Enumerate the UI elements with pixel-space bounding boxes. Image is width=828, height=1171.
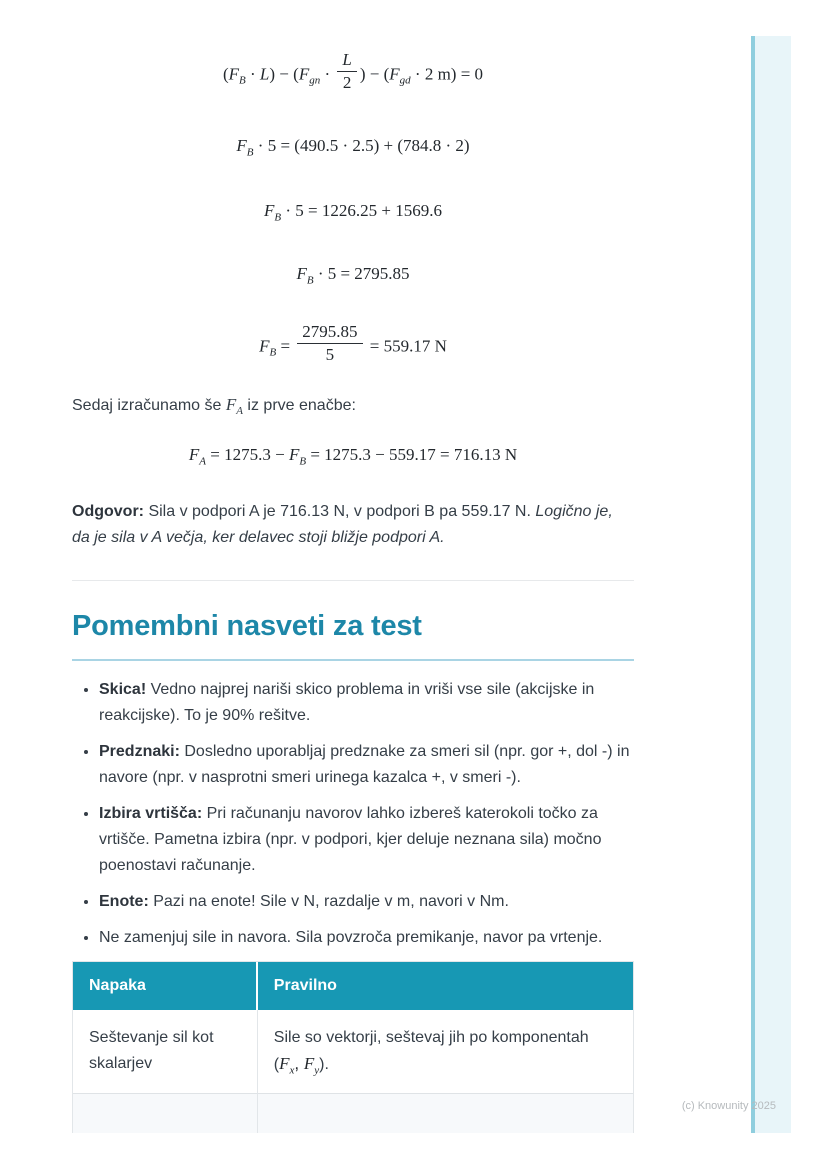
eq-var: F [188,445,200,465]
fraction-denominator: 5 [325,344,335,364]
table-header-napaka: Napaka [73,962,258,1010]
section-title: Pomembni nasveti za test [72,609,634,661]
eq-var: F [298,64,310,84]
eq-text: ) − ( [269,64,299,84]
table-row [73,1010,633,1093]
eq-sub: B [269,346,277,359]
section-divider [72,580,634,581]
tip-lead: Predznaki: [99,743,180,761]
equation-sum [72,264,634,287]
fraction-denominator: 2 [342,72,352,92]
eq-text: · 5 = 2795.85 [313,264,410,284]
eq-text: · [320,64,335,84]
paragraph-text: Sedaj izračunamo še [72,397,226,415]
eq-text: · 5 = 1226.25 + 1569.6 [281,201,442,221]
paragraph-text: iz prve enačbe: [242,397,356,415]
odgovor-label: Odgovor: [72,503,144,521]
eq-sub: B [239,74,246,87]
eq-var: F [296,264,307,284]
eq-text: ( [222,64,229,84]
equation-fb-result [72,322,634,364]
cell-math [279,1054,320,1077]
table-header-row [73,962,633,1010]
eq-var: F [303,1054,315,1074]
eq-var: F [228,64,240,84]
paragraph-sedaj [72,392,634,419]
odgovor-italic-note: Logično je, da je sila v A večja, ker delavec stoji bližje podpori A. [72,503,613,547]
eq-var: F [259,336,270,356]
equation-products [72,201,634,224]
eq-sub: y [314,1064,320,1077]
eq-sub: gd [399,74,411,87]
eq-text: , [294,1054,304,1074]
eq-sub: A [236,405,243,418]
eq-var: L [259,64,270,84]
table-cell-empty [258,1093,633,1133]
eq-text: · 5 = (490.5 · 2.5) + (784.8 · 2) [253,136,470,156]
list-item [99,925,634,951]
eq-var: F [264,201,275,221]
eq-sub: A [199,455,206,468]
eq-sub: gn [309,74,321,87]
eq-var: F [288,445,300,465]
eq-text: = 1275.3 − 559.17 = 716.13 N [306,445,518,465]
tip-lead: Skica! [99,681,147,699]
table-cell-mistake: Seštevanje sil kot skalarjev [73,1010,258,1093]
table-row-partial [73,1093,633,1133]
cell-text: Sile so vektorji, seštevaj jih po komponentah ( [273,1029,589,1074]
fraction [337,50,356,92]
eq-text: = [276,336,295,356]
odgovor-text: Sila v podpori A je 716.13 N, v podpori B pa 559.17 N. [144,503,536,521]
document-content [72,50,634,1133]
table-cell-correct [258,1010,633,1093]
list-item [99,677,634,729]
eq-var: F [279,1054,290,1074]
eq-sub: B [306,274,314,287]
table-header-pravilno: Pravilno [258,962,633,1010]
equation-fa-result [72,445,634,468]
eq-var: F [225,395,237,415]
eq-var: F [389,64,400,84]
eq-text: · 2 m) = 0 [410,64,484,84]
table-cell-empty [73,1093,258,1133]
fraction [297,322,362,364]
eq-sub: B [274,211,282,224]
tips-list [72,677,634,951]
fraction-numerator: 2795.85 [297,322,362,344]
equation-moment-balance [72,50,634,92]
tip-text: Pazi na enote! Sile v N, razdalje v m, navori v Nm. [148,893,509,911]
fraction-numerator: L [337,50,356,72]
equation-substituted [72,136,634,159]
list-item [99,739,634,791]
tip-text: Pri računanju navorov lahko izbereš katerokoli točko za vrtišče. Pametna izbira (npr. v podpori, kjer deluje neznana sila) močno poenostavi računanje. [99,805,602,875]
tip-text: Vedno najprej nariši skico problema in vriši vse sile (akcijske in reakcijske). To je 90% rešitve. [99,681,595,725]
tip-text: Dosledno uporabljaj predznake za smeri sil (npr. gor +, dol -) in navore (npr. v nasprotni smeri urinega kazalca +, v smeri -). [99,743,630,787]
eq-sub: B [246,146,254,159]
mistakes-table [72,961,634,1133]
tip-text: Ne zamenjuj sile in navora. Sila povzroča premikanje, navor pa vrtenje. [99,929,603,947]
eq-text: ) − ( [359,64,390,84]
eq-text: = 559.17 N [365,336,447,356]
list-item [99,889,634,915]
tip-lead: Enote: [99,893,149,911]
eq-var: F [236,136,247,156]
copyright-watermark: (c) Knowunity 2025 [681,1100,776,1112]
eq-text: · [245,64,260,84]
eq-text: = 1275.3 − [206,445,289,465]
list-item [99,801,634,879]
cell-text: ). [319,1056,329,1074]
eq-sub: x [289,1064,295,1077]
eq-sub: B [299,455,307,468]
highlight-stripe [751,36,791,1133]
tip-lead: Izbira vrtišča: [99,805,203,823]
paragraph-odgovor [72,499,634,551]
